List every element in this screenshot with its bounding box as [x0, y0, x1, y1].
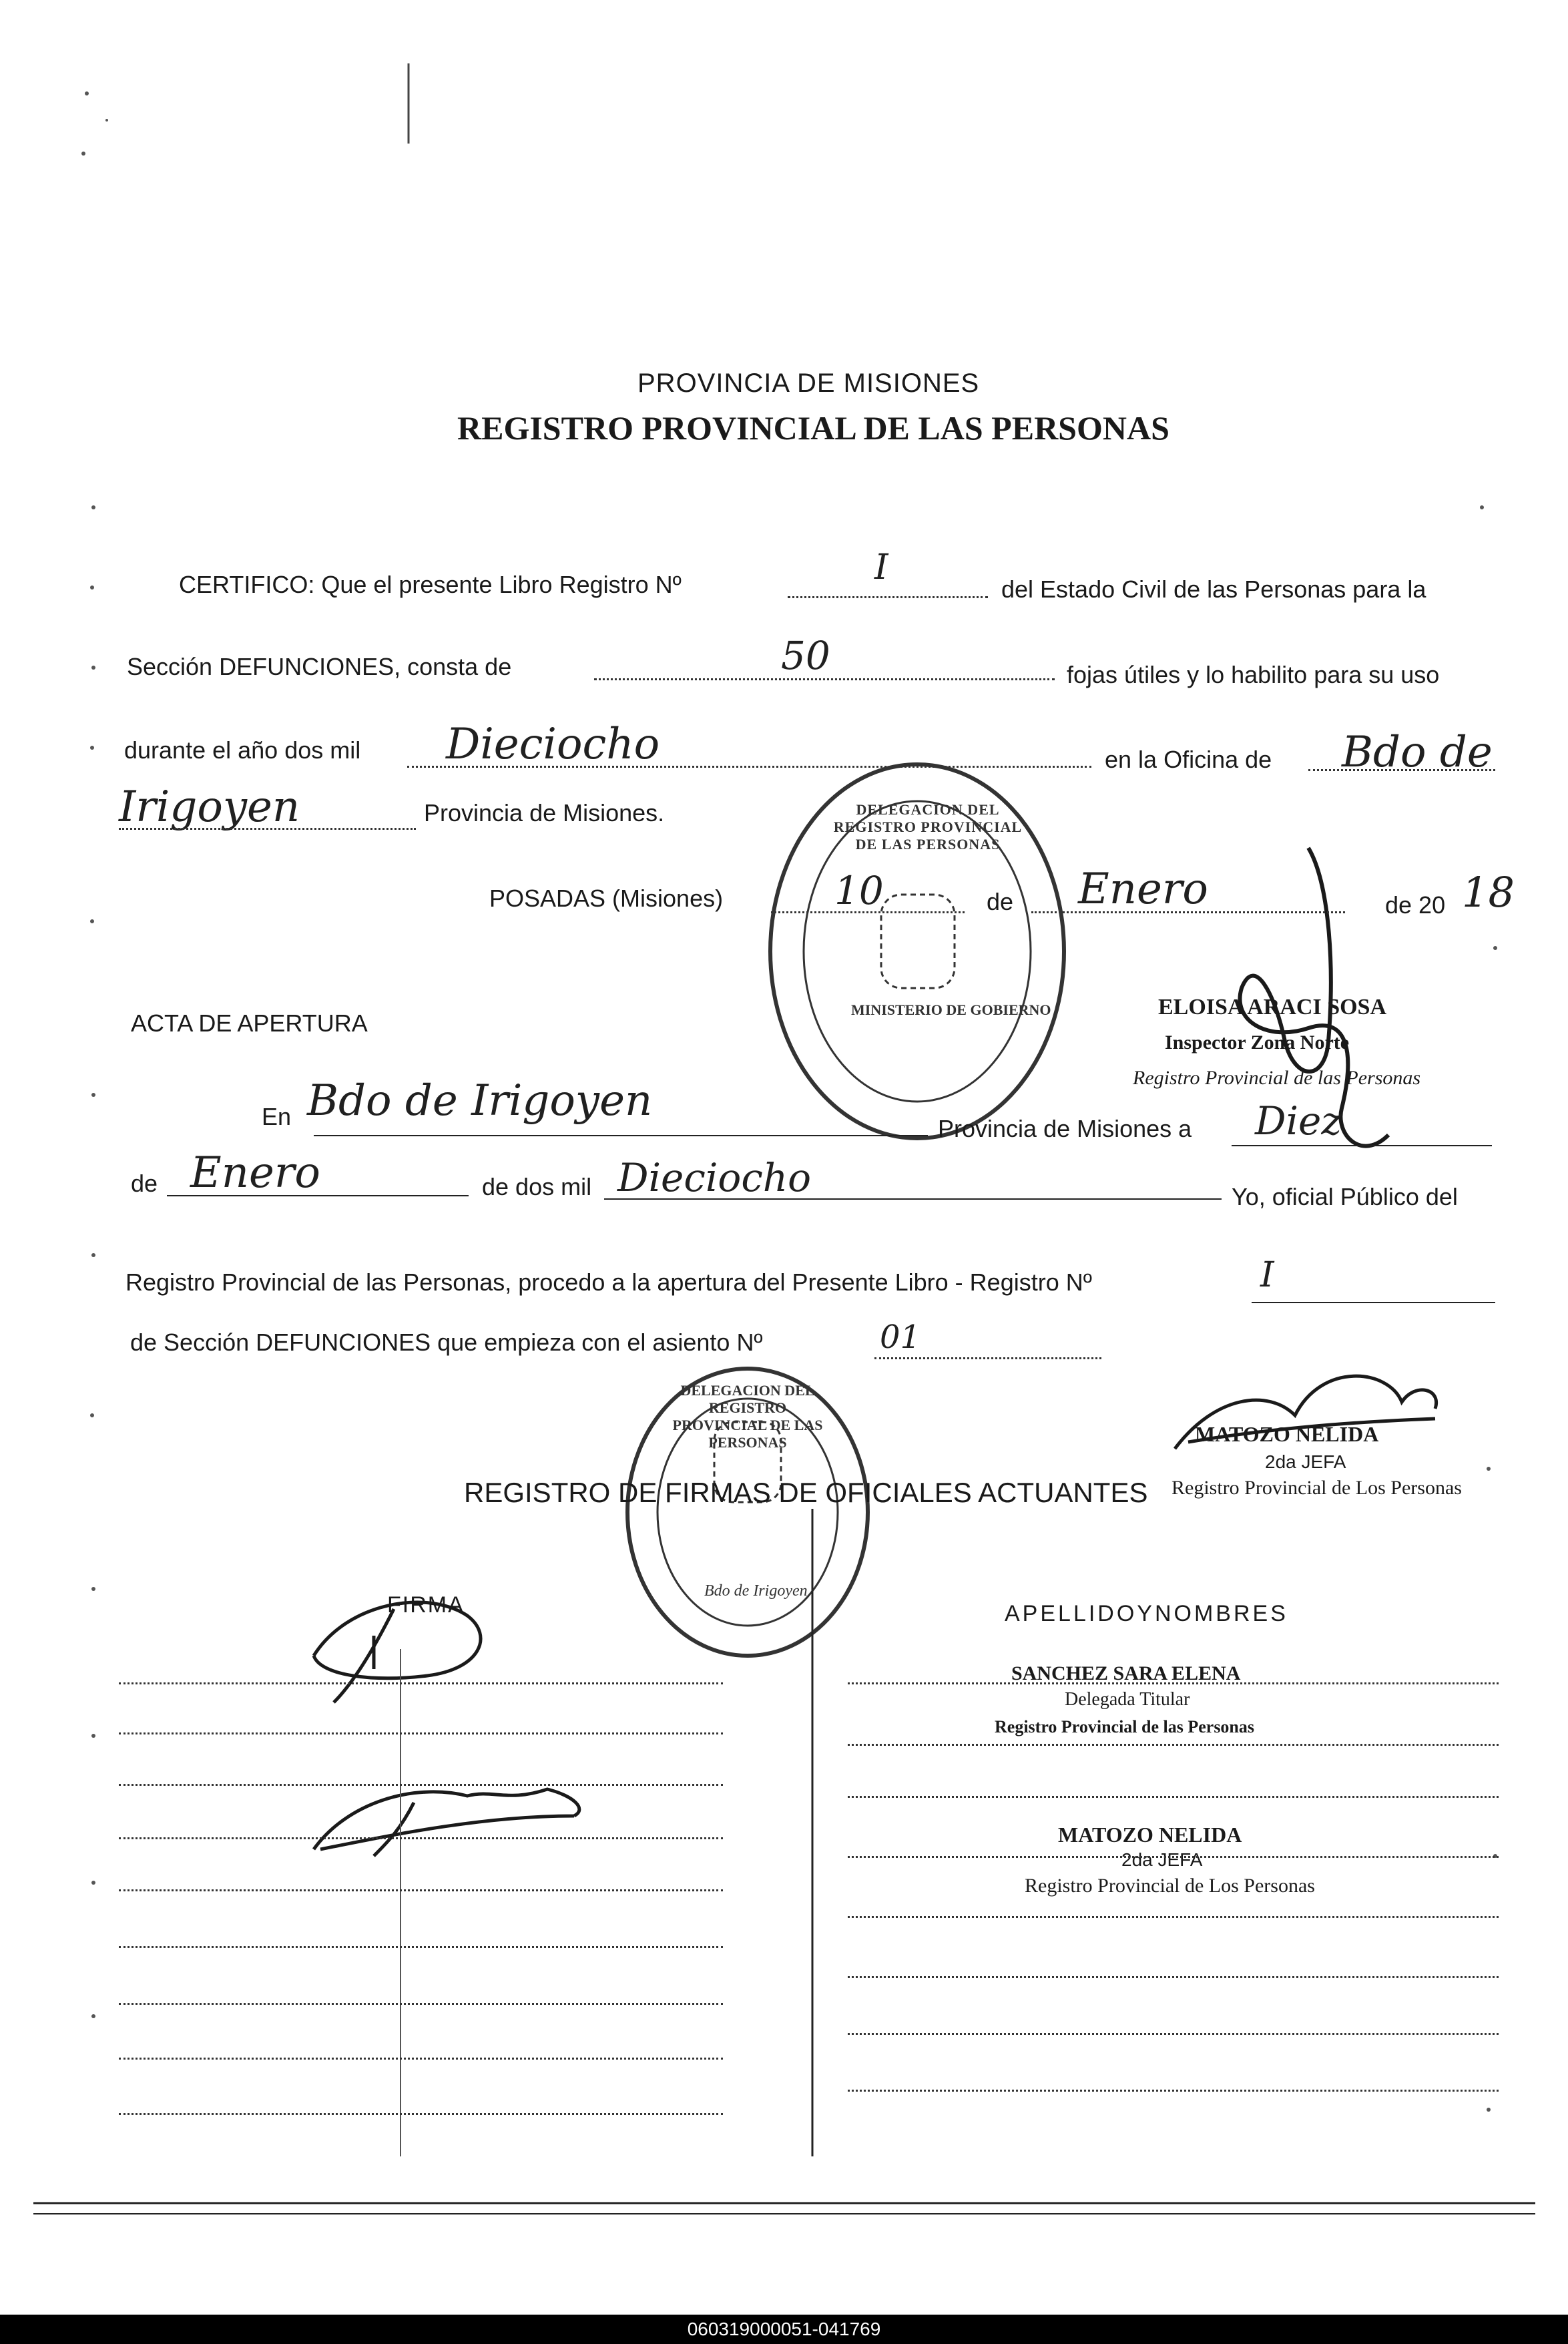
registry-entry1-org: Registro Provincial de las Personas	[995, 1717, 1255, 1736]
table-row-left-2	[119, 1732, 723, 1734]
seal-top-ring-text: DELEGACION DEL REGISTRO PROVINCIAL DE LAS PERSONAS	[833, 801, 1023, 853]
registry-col-apellido: APELLIDOYNOMBRES	[1005, 1601, 1288, 1626]
acta-place-line	[314, 1135, 928, 1136]
cert-line1-pre: CERTIFICO: Que el presente Libro Registro Nº	[179, 571, 682, 598]
acta-de-label: de	[131, 1170, 158, 1197]
cert-month: Enero	[1078, 865, 1208, 914]
cert-de-label: de	[987, 888, 1014, 915]
table-row-right-6	[848, 1976, 1499, 1978]
table-row-left-6	[119, 1946, 723, 1948]
cert-year-prefix: de 20	[1385, 891, 1446, 919]
table-row-left-8	[119, 2058, 723, 2060]
table-row-left-9	[119, 2113, 723, 2115]
acta-day-words: Diez	[1255, 1098, 1342, 1144]
table-row-right-1	[848, 1682, 1499, 1684]
registry-entry1-name: SANCHEZ SARA ELENA	[1011, 1662, 1241, 1684]
table-row-right-3	[848, 1796, 1499, 1798]
acta-libro-number: I	[1260, 1255, 1274, 1295]
sig1-title: Inspector Zona Norte	[1165, 1031, 1350, 1053]
acta-line4: de Sección DEFUNCIONES que empieza con el asiento Nº	[130, 1329, 763, 1356]
cert-fojas-line	[594, 678, 1055, 680]
acta-line3: Registro Provincial de las Personas, procedo a la apertura del Presente Libro - Registro Nº	[125, 1268, 1092, 1296]
cert-libro-number: I	[874, 547, 888, 588]
acta-day-line	[1232, 1145, 1492, 1146]
footer-barcode-text: 060319000051-041769	[687, 2319, 881, 2339]
cert-line3-pre: durante el año dos mil	[124, 736, 361, 764]
seal-bottom-ring-text: DELEGACION DEL REGISTRO PROVINCIAL DE LAS PERSONAS	[672, 1382, 823, 1451]
table-row-left-1	[119, 1682, 723, 1684]
acta-provincia-label: Provincia de Misiones a	[938, 1115, 1192, 1142]
cert-fojas-count: 50	[781, 633, 830, 678]
registry-col-firma: FIRMA	[387, 1592, 465, 1618]
cert-line2-pre: Sección DEFUNCIONES, consta de	[127, 653, 512, 680]
footer-barcode-strip	[0, 2315, 1568, 2344]
table-row-right-5	[848, 1916, 1499, 1918]
cert-line2-post: fojas útiles y lo habilito para su uso	[1067, 661, 1440, 688]
cert-office-part1: Bdo de	[1342, 728, 1493, 777]
table-row-right-8	[848, 2090, 1499, 2092]
acta-year-words: Dieciocho	[617, 1155, 812, 1200]
header-registry: REGISTRO PROVINCIAL DE LAS PERSONAS	[457, 409, 1169, 447]
seal-top-inner-text: MINISTERIO DE GOBIERNO	[851, 1001, 1051, 1018]
registry-entry2-title: 2da JEFA	[1121, 1849, 1203, 1870]
cert-line3-mid: en la Oficina de	[1105, 746, 1272, 773]
signature-firma-2	[314, 1789, 579, 1856]
acta-libro-line	[1252, 1302, 1495, 1303]
cert-day: 10	[834, 868, 884, 913]
table-row-left-5	[119, 1889, 723, 1891]
sig2-org: Registro Provincial de Los Personas	[1171, 1477, 1462, 1499]
cert-office-line-2	[119, 828, 416, 830]
table-row-left-7	[119, 2003, 723, 2005]
sig2-name: MATOZO NELIDA	[1195, 1422, 1379, 1446]
cert-year-suffix: 18	[1462, 868, 1515, 917]
acta-month: Enero	[190, 1148, 320, 1198]
header-province: PROVINCIA DE MISIONES	[637, 369, 980, 398]
registry-entry1-title: Delegada Titular	[1065, 1689, 1190, 1710]
sig2-title: 2da JEFA	[1265, 1451, 1346, 1472]
acta-en-label: En	[262, 1103, 292, 1130]
table-row-left-4	[119, 1837, 723, 1839]
registry-heading: REGISTRO DE FIRMAS DE OFICIALES ACTUANTES	[464, 1477, 1148, 1508]
seal-bottom-inner-text: Bdo de Irigoyen	[704, 1582, 808, 1600]
acta-place: Bdo de Irigoyen	[307, 1076, 653, 1126]
table-row-right-2	[848, 1744, 1499, 1746]
acta-asiento-number: 01	[880, 1319, 921, 1356]
cert-line1-post: del Estado Civil de las Personas para la	[1001, 575, 1426, 603]
cert-office-part2: Irigoyen	[119, 782, 300, 832]
table-row-right-7	[848, 2033, 1499, 2035]
acta-asiento-line	[874, 1357, 1101, 1359]
registry-entry2-org: Registro Provincial de Los Personas	[1025, 1875, 1315, 1897]
acta-heading: ACTA DE APERTURA	[131, 1009, 368, 1037]
cert-year-words: Dieciocho	[446, 720, 660, 769]
registry-entry2-name: MATOZO NELIDA	[1058, 1823, 1242, 1847]
cert-line4-post: Provincia de Misiones.	[424, 799, 665, 827]
sig1-org: Registro Provincial de las Personas	[1133, 1067, 1421, 1089]
table-row-left-3	[119, 1784, 723, 1786]
acta-yo-label: Yo, oficial Público del	[1232, 1183, 1458, 1210]
sig1-name: ELOISA ARACI SOSA	[1158, 995, 1387, 1019]
acta-de-dos-mil-label: de dos mil	[482, 1173, 592, 1200]
table-row-right-4	[848, 1856, 1499, 1858]
cert-libro-line	[788, 596, 988, 598]
cert-place-label: POSADAS (Misiones)	[489, 885, 724, 912]
